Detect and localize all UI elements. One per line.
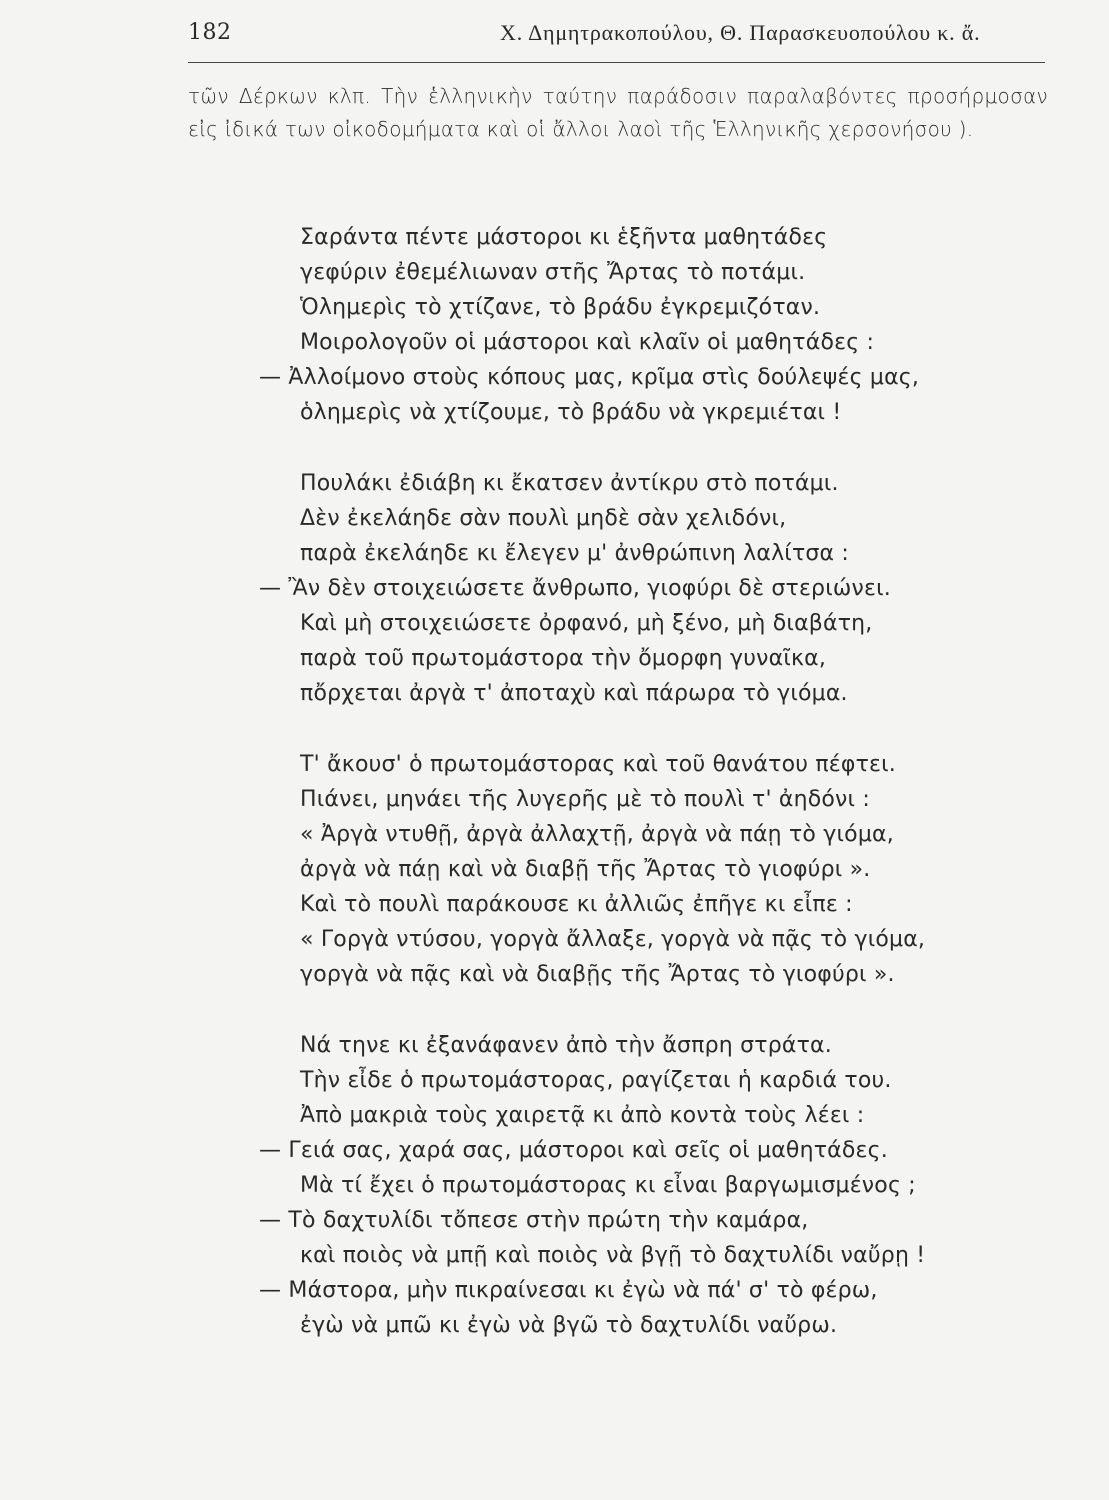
verse-line: καὶ ποιὸς νὰ μπῇ καὶ ποιὸς νὰ βγῇ τὸ δαχτυλίδι ναὔρῃ !	[300, 1243, 926, 1268]
verse-line: Μὰ τί ἔχει ὁ πρωτομάστορας κι εἶναι βαργωμισμένος ;	[300, 1173, 916, 1198]
intro-text: τῶν Δέρκων κλπ. Τὴν ἑλληνικὴν ταύτην παράδοσιν παραλαβόντες προσήρμοσαν εἰς ἰδικά των οἰκοδομήματα καὶ οἱ ἄλλοι λαοὶ τῆς Ἑλληνικῆς χερσονήσου ).	[188, 84, 1048, 141]
verse-line: Τ' ἄκουσ' ὁ πρωτομάστορας καὶ τοῦ θανάτου πέφτει.	[300, 752, 896, 777]
verse-line: « Γοργὰ ντύσου, γοργὰ ἄλλαξε, γοργὰ νὰ πᾷς τὸ γιόμα,	[300, 927, 926, 952]
intro-paragraph	[188, 80, 1048, 146]
header-rule	[188, 62, 1045, 63]
verse-line: — Ἂν δὲν στοιχειώσετε ἄνθρωπο, γιοφύρι δὲ στεριώνει.	[259, 576, 891, 601]
verse-line: Καὶ τὸ πουλὶ παράκουσε κι ἀλλιῶς ἐπῆγε κι εἶπε :	[300, 892, 853, 917]
verse-line: — Μάστορα, μὴν πικραίνεσαι κι ἐγὼ νὰ πά' σ' τὸ φέρω,	[259, 1278, 878, 1303]
stanza-gap	[300, 711, 1060, 747]
stanza	[259, 466, 1060, 711]
running-head: Χ. Δημητρακοπούλου, Θ. Παρασκευοπούλου κ. ἄ.	[500, 20, 981, 45]
page-number: 182	[188, 20, 232, 45]
poem	[259, 220, 1060, 1343]
verse-line: πὄρχεται ἀργὰ τ' ἀποταχὺ καὶ πάρωρα τὸ γιόμα.	[300, 681, 848, 706]
verse-line: — Τὸ δαχτυλίδι τὄπεσε στὴν πρώτη τὴν καμάρα,	[259, 1208, 809, 1233]
verse-line: Νά τηνε κι ἐξανάφανεν ἀπὸ τὴν ἄσπρη στράτα.	[300, 1033, 832, 1058]
verse-line: Σαράντα πέντε μάστοροι κι ἑξῆντα μαθητάδες	[300, 225, 828, 250]
verse-line: Ἀπὸ μακριὰ τοὺς χαιρετᾷ κι ἀπὸ κοντὰ τοὺς λέει :	[300, 1103, 865, 1128]
verse-line: παρὰ ἐκελάηδε κι ἔλεγεν μ' ἀνθρώπινη λαλίτσα :	[300, 541, 850, 566]
verse-line: « Ἀργὰ ντυθῇ, ἀργὰ ἀλλαχτῇ, ἀργὰ νὰ πάῃ τὸ γιόμα,	[300, 822, 894, 847]
verse-line: ἐγὼ νὰ μπῶ κι ἐγὼ νὰ βγῶ τὸ δαχτυλίδι ναὔρω.	[300, 1313, 838, 1338]
verse-line: παρὰ τοῦ πρωτομάστορα τὴν ὄμορφη γυναῖκα,	[300, 646, 827, 671]
verse-line: ὁλημερὶς νὰ χτίζουμε, τὸ βράδυ νὰ γκρεμιέται !	[300, 400, 842, 425]
stanza-gap	[300, 992, 1060, 1028]
verse-line: Πιάνει, μηνάει τῆς λυγερῆς μὲ τὸ πουλὶ τ' ἀηδόνι :	[300, 787, 870, 812]
stanza	[259, 220, 1060, 430]
stanza	[300, 747, 1060, 992]
verse-line: Τὴν εἶδε ὁ πρωτομάστορας, ραγίζεται ἡ καρδιά του.	[300, 1068, 892, 1093]
verse-line: γεφύριν ἐθεμέλιωναν στῆς Ἄρτας τὸ ποτάμι.	[300, 260, 806, 285]
verse-line: Καὶ μὴ στοιχειώσετε ὀρφανό, μὴ ξένο, μὴ διαβάτη,	[300, 611, 873, 636]
verse-line: ἀργὰ νὰ πάῃ καὶ νὰ διαβῇ τῆς Ἄρτας τὸ γιοφύρι ».	[300, 857, 871, 882]
verse-line: Δὲν ἐκελάηδε σὰν πουλὶ μηδὲ σὰν χελιδόνι,	[300, 506, 787, 531]
verse-line: γοργὰ νὰ πᾷς καὶ νὰ διαβῇς τῆς Ἄρτας τὸ γιοφύρι ».	[300, 962, 895, 987]
verse-line: — Ἀλλοίμονο στοὺς κόπους μας, κρῖμα στὶς δούλεψές μας,	[259, 365, 920, 390]
verse-line: Ὁλημερὶς τὸ χτίζανε, τὸ βράδυ ἐγκρεμιζόταν.	[300, 295, 821, 320]
verse-line: — Γειά σας, χαρά σας, μάστοροι καὶ σεῖς οἱ μαθητάδες.	[259, 1138, 888, 1163]
stanza	[259, 1028, 1060, 1343]
verse-line: Μοιρολογοῦν οἱ μάστοροι καὶ κλαῖν οἱ μαθητάδες :	[300, 330, 875, 355]
stanza-gap	[300, 430, 1060, 466]
verse-line: Πουλάκι ἐδιάβη κι ἔκατσεν ἀντίκρυ στὸ ποτάμι.	[300, 471, 839, 496]
